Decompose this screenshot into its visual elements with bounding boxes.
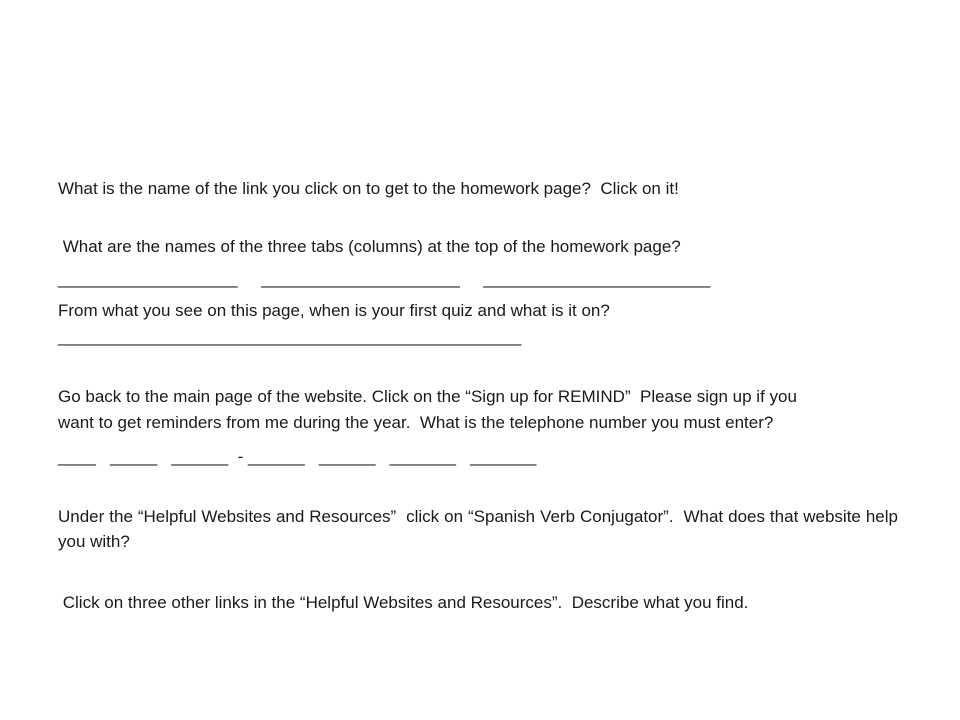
- question-first-quiz: From what you see on this page, when is your first quiz and what is it on?: [58, 301, 610, 320]
- question-homework-link: What is the name of the link you click on to get to the homework page? Click on it!: [58, 179, 679, 198]
- question-three-tabs: What are the names of the three tabs (columns) at the top of the homework page?: [58, 237, 681, 256]
- question-remind-line-1: Go back to the main page of the website. Click on the “Sign up for REMIND” Please sign up if you: [58, 387, 797, 406]
- answer-blanks-tabs: ___________________ _____________________ ________________________: [58, 269, 711, 288]
- question-remind-line-2: want to get reminders from me during the year. What is the telephone number you must enter?: [58, 413, 774, 432]
- answer-blanks-phone: ____ _____ ______ - ______ ______ _______ _______: [58, 447, 537, 466]
- question-verb-conjugator: Under the “Helpful Websites and Resources” click on “Spanish Verb Conjugator”. What does that website help you with?: [58, 507, 903, 551]
- question-other-links: Click on three other links in the “Helpful Websites and Resources”. Describe what you find.: [58, 593, 749, 612]
- answer-blank-quiz: _________________________________________________: [58, 327, 522, 346]
